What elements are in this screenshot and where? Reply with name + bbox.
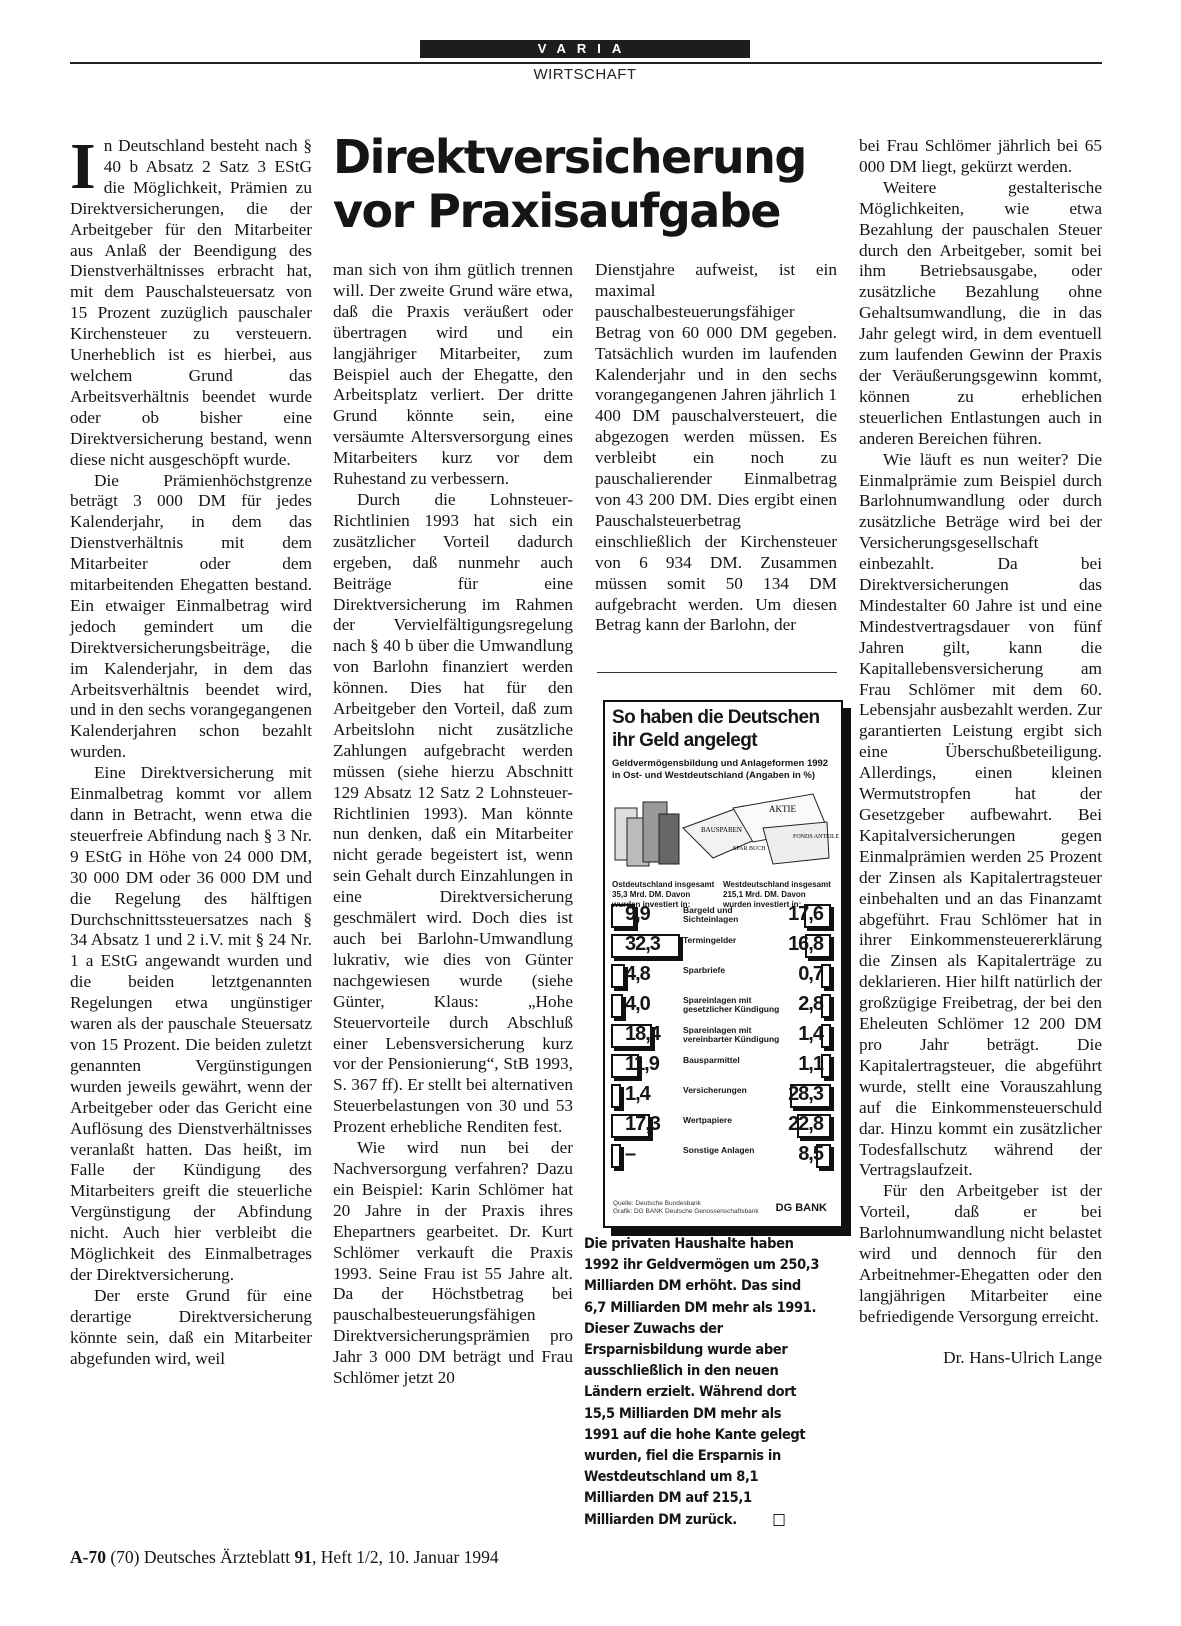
east-value: 1,4 xyxy=(625,1083,650,1105)
west-value: 16,8 xyxy=(788,933,823,955)
paragraph: Dienstjahre aufweist, ist ein maximal pauschalbesteuerungsfähiger Betrag von 60 000 DM gegeben. Tatsächlich wurden im laufenden Kalenderjahr und in den sechs vorangegangenen Jahren jährlich 1 400 DM pauschalversteuert, die abgezogen werden müssen. Es verbleibt ein noch zu pauschalierender Einmalbetrag von 43 200 DM. Dies ergibt einen Pauschalsteuerbetrag einschließlich der Kirchensteuer von 6 934 DM. Zusammen müssen somit 50 134 DM aufgebracht werden. Um diesen Betrag kann der Barlohn, der xyxy=(595,260,837,635)
svg-text:BAUSPAREN: BAUSPAREN xyxy=(701,826,742,834)
svg-text:AKTIE: AKTIE xyxy=(769,804,796,814)
east-value: 11,9 xyxy=(625,1053,659,1075)
east-heading: Ostdeutschland insgesamt 35,3 Mrd. DM. Davon wurden investiert in: xyxy=(612,880,715,909)
row-label: Sparbriefe xyxy=(683,965,726,975)
east-bar xyxy=(611,964,625,988)
svg-text:SPAR BUCH: SPAR BUCH xyxy=(733,846,766,852)
east-bar xyxy=(611,994,623,1018)
page-footer xyxy=(70,1547,499,1568)
page-number-secondary: (70) xyxy=(110,1547,140,1567)
east-value: 4,0 xyxy=(625,993,650,1015)
section-subtitle: WIRTSCHAFT xyxy=(533,66,637,83)
west-value: 0,7 xyxy=(798,963,823,985)
graphic-subtitle: Geldvermögensbildung und Anlageformen 1992 in Ost- und Westdeutschland (Angaben in %) xyxy=(612,758,829,781)
row-label: Wertpapiere xyxy=(683,1115,732,1125)
graphic-row xyxy=(611,902,835,928)
graphic-row xyxy=(611,992,835,1018)
paragraph: Der erste Grund für eine derartige Direktversicherung könnte sein, daß ein Mitarbeiter abgefunden wird, weil xyxy=(70,1285,312,1368)
header-rule xyxy=(70,62,1102,64)
graphic-divider xyxy=(597,672,837,673)
graphic-row xyxy=(611,1142,835,1168)
title-line-1: Direktversicherung xyxy=(333,130,806,184)
end-mark-icon xyxy=(774,1514,785,1526)
svg-text:FONDS ANTEILE: FONDS ANTEILE xyxy=(793,834,840,840)
journal-volume: 91 xyxy=(294,1547,313,1567)
paragraph: Für den Arbeitgeber ist der Vorteil, daß er bei Barlohnumwandlung nicht belastet wird und dennoch für den Arbeitnehmer-Ehegatten oder den langjährigen Mitarbeiter eine befriedigende Versorgung erreicht. xyxy=(859,1181,1102,1326)
east-value: 9,9 xyxy=(625,903,650,925)
west-value: 28,3 xyxy=(788,1083,823,1105)
column-4 xyxy=(859,136,1102,1369)
article-title xyxy=(333,130,813,238)
investment-illustration xyxy=(613,788,840,874)
west-value: 2,8 xyxy=(798,993,823,1015)
row-label: Bargeld und Sichteinlagen xyxy=(683,905,739,924)
column-1 xyxy=(70,130,312,1369)
section-band: VARIA xyxy=(420,40,750,58)
savings-graphic xyxy=(603,700,843,1228)
dg-bank-logo: DG BANK xyxy=(775,1202,827,1214)
east-value: 32,3 xyxy=(625,933,660,955)
paragraph: Eine Direktversicherung mit Einmalbetrag kommt vor allem dann in Betracht, wenn etwa die steuerfreie Abfindung nach § 3 Nr. 9 EStG in Höhe von 24 000 DM, 30 000 DM oder 36 000 DM und die Regelung des hälftigen Durchschnittssteuersatzes nach § 34 Absatz 1 und 2 i.V. mit § 24 Nr. 1 a EStG angewandt wurden und die beiden letztgenannten Regelungen etwa ungünstiger waren als der pauschale Steuersatz von 15 Prozent. Die beiden zuletzt genannten Vergünstigungen wurden jeweils gewährt, wenn der Arbeitgeber oder das Gericht eine Auflösung des Dienstverhältnisses veranlaßt hatten. Das heißt, im Falle der Kündigung des Mitarbeiters greift die steuerliche Vergünstigung der Abfindung nicht. Auch hier verbleibt die Möglichkeit des Einmalbetrages der Direktversicherung. xyxy=(70,763,312,1284)
east-value: 17,3 xyxy=(625,1113,660,1135)
row-label: Bausparmittel xyxy=(683,1055,740,1065)
row-label: Spareinlagen mit vereinbarter Kündigung xyxy=(683,1025,780,1044)
west-value: 1,4 xyxy=(798,1023,823,1045)
graphic-caption: Die privaten Haushalte haben 1992 ihr Geldvermögen um 250,3 Milliarden DM erhöht. Das sind 6,7 Milliarden DM mehr als 1991. Dieser Zuwachs der Ersparnisbildung wurde aber ausschließlich in den neuen Ländern erzielt. Während dort 15,5 Milliarden DM mehr als 1991 auf die hohe Kante gelegt wurden, fiel die Ersparnis in Westdeutschland um 8,1 Milliarden DM auf 215,1 Milliarden DM zurück. xyxy=(584,1236,820,1528)
author-signature: Dr. Hans-Ulrich Lange xyxy=(943,1347,1102,1367)
paragraph: Weitere gestalterische Möglichkeiten, wie etwa Bezahlung der pauschalen Steuer durch den Arbeitgeber, somit bei ihm Betriebsausgabe, oder zusätzliche Bezahlung ohne Gehaltsumwandlung, die in das Jahr gelegt wird, in dem eventuell zum laufenden Gewinn der Praxis der Veräußerungsgewinn kommt, können zu erheblichen steuerlichen Entlastungen auch in anderen Bereichen führen. xyxy=(859,177,1102,448)
drop-cap: I xyxy=(70,130,96,203)
issue-info: , Heft 1/2, 10. Januar 1994 xyxy=(312,1547,499,1567)
column-2 xyxy=(333,260,573,1389)
west-value: 17,6 xyxy=(788,903,823,925)
east-bar xyxy=(611,1144,621,1168)
east-value: – xyxy=(625,1143,636,1165)
journal-name: Deutsches Ärzteblatt xyxy=(143,1547,291,1567)
west-value: 8,5 xyxy=(798,1143,823,1165)
row-label: Versicherungen xyxy=(683,1085,747,1095)
title-line-2: vor Praxisaufgabe xyxy=(333,184,780,238)
west-value: 22,8 xyxy=(788,1113,823,1135)
graphic-source: Quelle: Deutsche Bundesbank Grafik: DG BANK Deutsche Genossenschaftsbank xyxy=(613,1200,759,1215)
west-heading: Westdeutschland insgesamt 215,1 Mrd. DM. Davon wurden investiert in: xyxy=(723,880,831,909)
row-label: Spareinlagen mit gesetzlicher Kündigung xyxy=(683,995,780,1014)
paragraph: Die Prämienhöchstgrenze beträgt 3 000 DM für jedes Kalenderjahr, in dem das Dienstverhältnis mit dem Mitarbeiter oder dem mitarbeitenden Ehegatten bestand. Ein etwaiger Einmalbetrag wird jedoch gemindert um die Direktversicherungsbeiträge, die im Kalenderjahr, in dem das Arbeitsverhältnis beendet wird, und in den sechs vorangegangenen Kalenderjahren schon bezahlt wurden. xyxy=(70,470,312,762)
east-value: 18,4 xyxy=(625,1023,660,1045)
graphic-row xyxy=(611,1052,835,1078)
east-bar xyxy=(611,1084,621,1108)
east-value: 4,8 xyxy=(625,963,650,985)
paragraph: Wie wird nun bei der Nachversorgung verfahren? Dazu ein Beispiel: Karin Schlömer hat 20 Jahre in der Praxis ihres Ehepartners gearbeitet. Dr. Kurt Schlömer verkauft die Praxis 1993. Seine Frau ist 55 Jahre alt. Da der Höchstbetrag bei pauschalbesteuerungsfähigen Direktversicherungsprämien pro Jahr 3 000 DM beträgt und Frau Schlömer jetzt 20 xyxy=(333,1138,573,1388)
paragraph: Wie läuft es nun weiter? Die Einmalprämie zum Beispiel durch Barlohnumwandlung oder durch zusätzliche Beträge wird bei der Versicherungsgesellschaft einbezahlt. Da bei Direktversicherungen das Mindestalter 60 Jahre ist und eine Mindestvertragsdauer von fünf Jahren gilt, kann die Kapitallebensversicherung am Frau Schlömer mit dem 60. Lebensjahr ausbezahlt werden. Zur garantierten Leistung ergibt sich eine Überschußbeteiligung. Allerdings, einen kleinen Wermutstropfen hat der Gesetzgeber aufbewahrt. Bei Kapitalversicherungen gegen Einmalprämien werden 25 Prozent der Zinsen als Kapitalertragsteuer einbehalten und an das Finanzamt abgeführt. Frau Schlömer hat in ihrer Einkommensteuererklärung die Zinsen als Kapitalerträge zu deklarieren. Hier hilft natürlich der großzügige Freibetrag, der bei den Eheleuten Schlömer 12 200 DM pro Jahr beträgt. Die Kapitalertragsteuer, die abgeführt wurde, stellt eine Vorauszahlung auf die Einkommensteuerschuld dar. Hinzu kommt ein zusätzlicher Todesfallschutz während der Vertragslaufzeit. xyxy=(859,449,1102,1180)
paragraph: In Deutschland besteht nach § 40 b Absatz 2 Satz 3 EStG die Möglichkeit, Prämien zu Direktversicherungen, die der Arbeitgeber für den Mitarbeiter aus Anlaß der Beendigung des Dienstverhältnisses erbracht hat, mit dem Pauschalsteuersatz von 15 Prozent zuzüglich pauschaler Kirchensteuer zu versteuern. Unerheblich ist es hierbei, aus welchem Grund das Arbeitsverhältnis beendet wurde oder ob bisher eine Direktversicherung bestand, wenn diese nicht ausgeschöpft wurde. xyxy=(70,130,312,469)
graphic-row xyxy=(611,932,835,958)
paragraph: Durch die Lohnsteuer-Richtlinien 1993 hat sich ein zusätzlicher Vorteil dadurch ergeben, daß nunmehr auch Beiträge für eine Direktversicherung im Rahmen der Vervielfältigungsregelung nach § 40 b über die Umwandlung von Barlohn finanziert werden können. Dies hat für den Arbeitgeber den Vorteil, daß zum Arbeitslohn nicht zusätzliche Zahlungen aufgebracht werden müssen (siehe hierzu Abschnitt 129 Absatz 12 Satz 2 Lohnsteuer-Richtlinien 1993). Man könnte nun denken, daß ein Mitarbeiter nicht gerade begeistert ist, wenn sein Gehalt durch Einzahlungen in eine Direktversicherung geschmälert wird. Doch dies ist auch bei Barlohn-Umwandlung lukrativ, wie dies von Günter nachgewiesen wurde (siehe Günter, Klaus: „Hohe Steuervorteile durch Abschluß einer Lebensversicherung kurz vor der Pensionierung“, StB 1993, S. 367 ff). Er stellt bei alternativen Steuerbelastungen von 30 und 53 Prozent erhebliche Renditen fest. xyxy=(333,489,573,1137)
graphic-title: So haben die Deutschen ihr Geld angelegt xyxy=(612,707,820,751)
row-label: Termingelder xyxy=(683,935,737,945)
paragraph: man sich von ihm gütlich trennen will. Der zweite Grund wäre etwa, daß die Praxis veräußert oder übertragen wird und ein langjähriger Mitarbeiter, zum Beispiel auch der Ehegatte, den Arbeitsplatz verliert. Der dritte Grund könnte sein, eine versäumte Altersversorgung eines Mitarbeiters kurz vor dem Ruhestand zu verbessern. xyxy=(333,260,573,489)
row-label: Sonstige Anlagen xyxy=(683,1145,755,1155)
graphic-row xyxy=(611,1082,835,1108)
graphic-row xyxy=(611,1022,835,1048)
column-3 xyxy=(595,260,837,636)
west-value: 1,1 xyxy=(798,1053,823,1075)
paragraph: bei Frau Schlömer jährlich bei 65 000 DM liegt, gekürzt werden. xyxy=(859,136,1102,176)
graphic-row xyxy=(611,1112,835,1138)
page-number: A-70 xyxy=(70,1547,106,1567)
graphic-row xyxy=(611,962,835,988)
